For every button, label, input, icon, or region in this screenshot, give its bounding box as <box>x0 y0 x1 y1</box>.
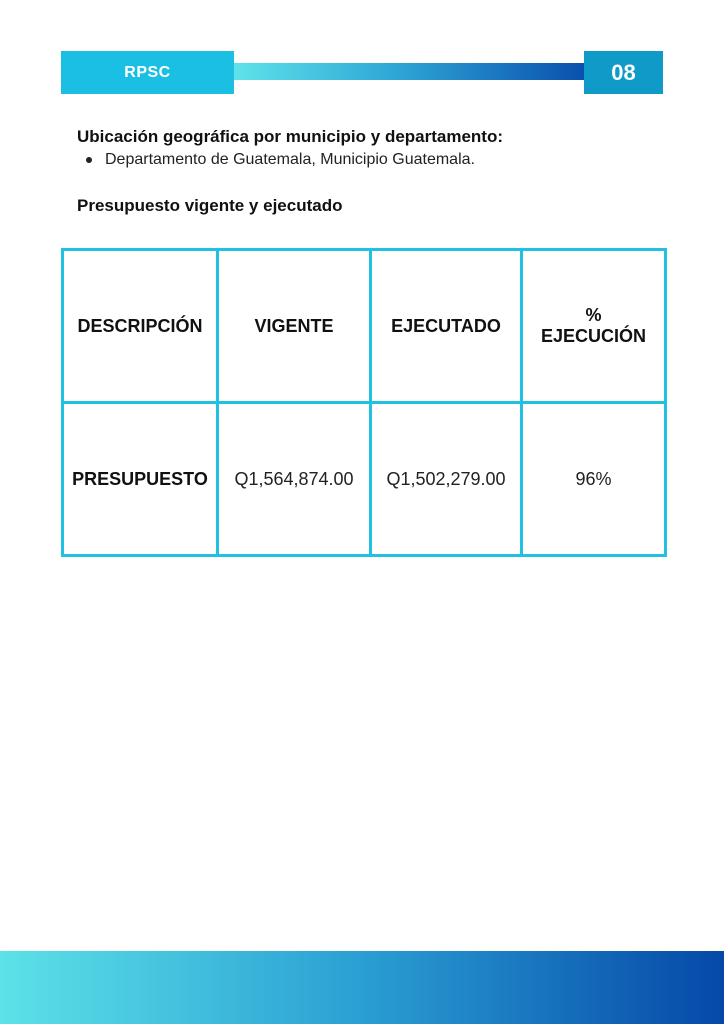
budget-table <box>61 248 667 557</box>
table-header-row <box>63 250 666 403</box>
location-bullet-item <box>86 151 475 169</box>
location-bullet-text: Departamento de Guatemala, Municipio Guatemala. <box>105 151 475 168</box>
bullet-icon <box>86 157 92 163</box>
table-row <box>63 403 666 556</box>
budget-heading: Presupuesto vigente y ejecutado <box>77 196 343 215</box>
column-header-descripcion: DESCRIPCIÓN <box>63 250 218 403</box>
column-header-vigente: VIGENTE <box>218 250 371 403</box>
cell-ejecutado: Q1,502,279.00 <box>371 403 522 556</box>
header-tag: RPSC <box>61 51 234 94</box>
cell-porcentaje: 96% <box>522 403 666 556</box>
header-gradient-bar <box>234 63 584 80</box>
cell-vigente: Q1,564,874.00 <box>218 403 371 556</box>
location-heading: Ubicación geográfica por municipio y departamento: <box>77 127 504 146</box>
cell-descripcion: PRESUPUESTO <box>63 403 218 556</box>
column-header-ejecutado: EJECUTADO <box>371 250 522 403</box>
page-number: 08 <box>584 51 663 94</box>
footer-gradient-band <box>0 951 724 1024</box>
column-header-porcentaje-ejecucion: % EJECUCIÓN <box>522 250 666 403</box>
